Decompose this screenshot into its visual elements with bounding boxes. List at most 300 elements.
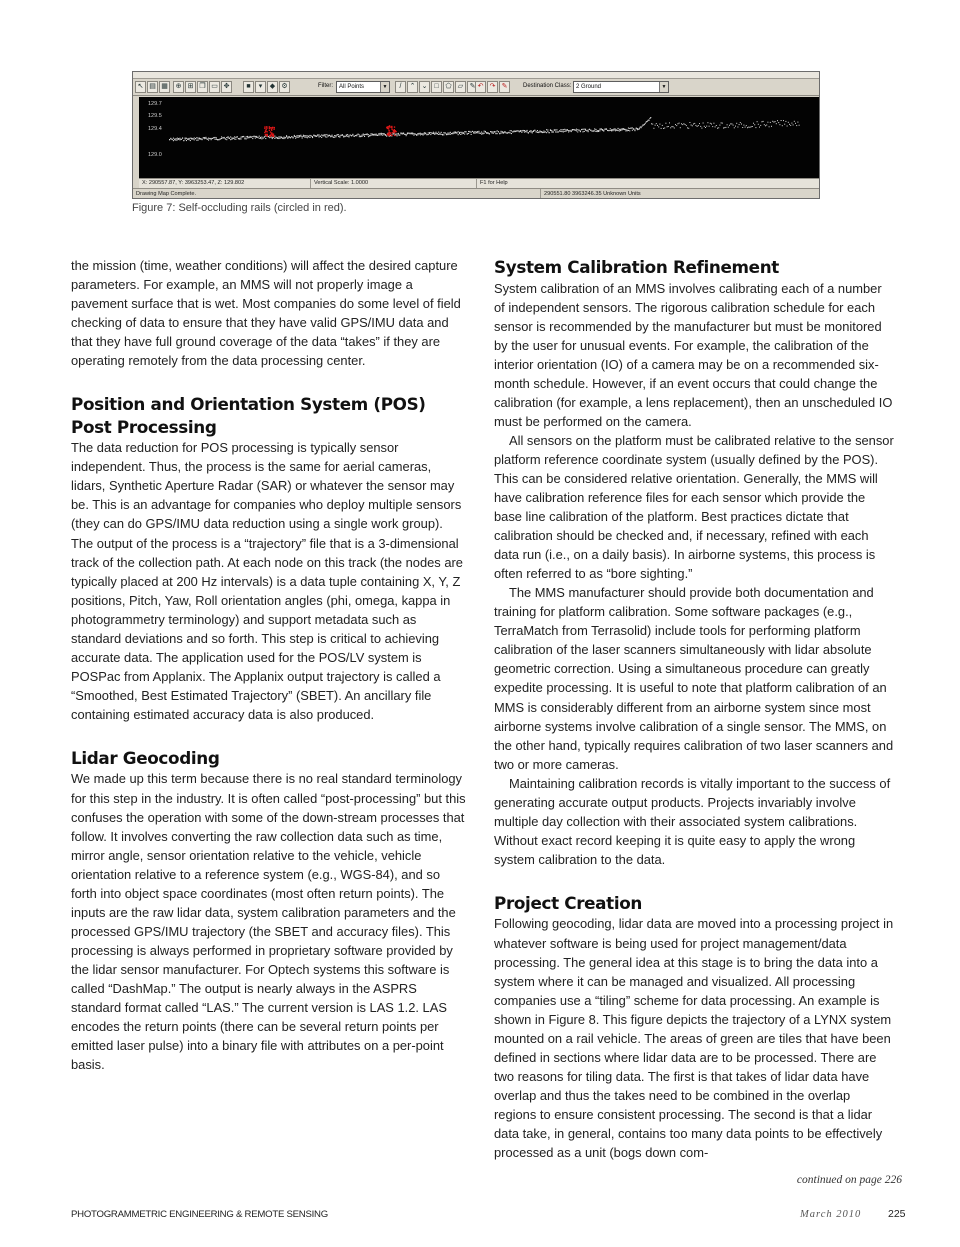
- point: [592, 131, 593, 132]
- point: [346, 135, 347, 136]
- point: [568, 130, 569, 131]
- grid-icon[interactable]: ▦: [159, 81, 170, 93]
- point: [247, 137, 248, 138]
- point: [764, 124, 765, 125]
- point: [230, 139, 231, 140]
- marker-point: [266, 134, 267, 135]
- point: [667, 126, 668, 127]
- point: [338, 134, 339, 135]
- pointer-icon[interactable]: ↖: [135, 81, 146, 93]
- tool-icon[interactable]: ◆: [267, 81, 278, 93]
- classify-below-icon[interactable]: ⌄: [419, 81, 430, 93]
- point: [306, 135, 307, 136]
- point: [757, 121, 758, 122]
- classify-brush-icon[interactable]: ✎: [467, 81, 478, 93]
- point: [484, 133, 485, 134]
- point: [789, 124, 790, 125]
- point: [721, 122, 722, 123]
- point: [335, 136, 336, 137]
- figure-toolbar: [133, 79, 819, 96]
- point: [421, 133, 422, 134]
- point: [501, 131, 502, 132]
- point: [530, 130, 531, 131]
- point: [361, 135, 362, 136]
- draw-icon[interactable]: ✎: [499, 81, 510, 93]
- point: [733, 125, 734, 126]
- point: [195, 138, 196, 139]
- point: [765, 125, 766, 126]
- point: [676, 125, 677, 126]
- destination-class-value: 2 Ground: [576, 84, 602, 90]
- point: [497, 130, 498, 131]
- point: [265, 136, 266, 137]
- marker-point: [274, 127, 275, 128]
- point: [416, 134, 417, 135]
- point: [550, 129, 551, 130]
- point: [621, 128, 622, 129]
- point: [784, 124, 785, 125]
- point: [675, 124, 676, 125]
- point: [352, 135, 353, 136]
- point: [265, 138, 266, 139]
- point: [294, 135, 295, 136]
- point: [363, 135, 364, 136]
- point: [295, 136, 296, 137]
- point: [185, 138, 186, 139]
- point: [450, 134, 451, 135]
- point: [338, 136, 339, 137]
- point: [615, 130, 616, 131]
- point: [745, 127, 746, 128]
- point: [433, 133, 434, 134]
- point: [716, 125, 717, 126]
- profile-plot-svg: [139, 97, 819, 178]
- point: [769, 126, 770, 127]
- point: [339, 137, 340, 138]
- point: [335, 135, 336, 136]
- point: [177, 138, 178, 139]
- point: [704, 126, 705, 127]
- point: [540, 131, 541, 132]
- profile-plot[interactable]: [139, 97, 819, 178]
- point: [724, 127, 725, 128]
- point: [174, 139, 175, 140]
- point: [269, 137, 270, 138]
- layers-icon[interactable]: ▤: [147, 81, 158, 93]
- classify-polygon-icon[interactable]: ⬠: [443, 81, 454, 93]
- point: [623, 128, 624, 129]
- point: [411, 133, 412, 134]
- point: [543, 131, 544, 132]
- point: [216, 139, 217, 140]
- marker-point: [266, 129, 267, 130]
- point: [202, 139, 203, 140]
- point: [514, 130, 515, 131]
- point: [312, 136, 313, 137]
- point: [511, 133, 512, 134]
- point: [272, 138, 273, 139]
- point: [795, 123, 796, 124]
- point: [319, 134, 320, 135]
- point: [248, 137, 249, 138]
- point: [651, 123, 652, 124]
- point: [521, 130, 522, 131]
- point: [694, 123, 695, 124]
- point: [287, 138, 288, 139]
- point: [547, 131, 548, 132]
- zoom-in-icon[interactable]: ⊕: [173, 81, 184, 93]
- destination-class-label: Destination Class:: [523, 83, 572, 89]
- point: [610, 130, 611, 131]
- point: [618, 130, 619, 131]
- point: [478, 131, 479, 132]
- point: [252, 138, 253, 139]
- point: [751, 126, 752, 127]
- toolbar-group-zoom: [173, 81, 232, 93]
- point: [407, 133, 408, 134]
- point: [736, 123, 737, 124]
- destination-class-select[interactable]: [573, 81, 669, 93]
- point: [521, 132, 522, 133]
- point: [183, 140, 184, 141]
- point: [476, 132, 477, 133]
- point: [442, 134, 443, 135]
- point: [590, 130, 591, 131]
- point: [179, 139, 180, 140]
- point: [436, 133, 437, 134]
- point: [637, 129, 638, 130]
- point: [230, 136, 231, 137]
- point: [454, 133, 455, 134]
- undo-icon[interactable]: ↶: [475, 81, 486, 93]
- point: [200, 138, 201, 139]
- calibration-paragraph-2: All sensors on the platform must be calibrated relative to the sensor platform reference coordinate system (usually defined by the POS). This can be considered relative orientation. Generally, the MMS will have calibration reference files for each sensor which provide the base line calibration of the platform. Best practices dictate that calibration should be checked and, if necessary, refined with each data run (i.e., on a daily basis). In airborne systems, this process is often referred to as “bore sighting.”: [494, 432, 894, 582]
- point: [510, 130, 511, 131]
- point: [186, 138, 187, 139]
- point: [298, 135, 299, 136]
- point: [629, 128, 630, 129]
- point: [296, 135, 297, 136]
- point: [321, 137, 322, 138]
- marker-point: [388, 128, 389, 129]
- point: [527, 130, 528, 131]
- point: [589, 129, 590, 130]
- point: [420, 133, 421, 134]
- point: [619, 129, 620, 130]
- point: [309, 135, 310, 136]
- point: [723, 128, 724, 129]
- point: [787, 126, 788, 127]
- point: [524, 132, 525, 133]
- point: [502, 131, 503, 132]
- filter-label: Filter:: [318, 83, 333, 89]
- point: [477, 131, 478, 132]
- point: [533, 131, 534, 132]
- point: [464, 134, 465, 135]
- point: [537, 132, 538, 133]
- classify-line-icon[interactable]: /: [395, 81, 406, 93]
- point: [330, 135, 331, 136]
- point: [777, 120, 778, 121]
- point: [408, 133, 409, 134]
- classify-above-icon[interactable]: ⌃: [407, 81, 418, 93]
- point: [359, 135, 360, 136]
- pan-icon[interactable]: ✥: [221, 81, 232, 93]
- y-tick-label: 129.0: [148, 152, 162, 158]
- point: [325, 134, 326, 135]
- point: [430, 132, 431, 133]
- chevron-down-icon: ▼: [380, 82, 389, 92]
- point: [652, 124, 653, 125]
- point: [302, 136, 303, 137]
- point: [460, 134, 461, 135]
- point: [563, 131, 564, 132]
- point: [783, 120, 784, 121]
- point: [173, 138, 174, 139]
- point: [707, 122, 708, 123]
- point: [584, 131, 585, 132]
- point: [571, 131, 572, 132]
- chevron-down-icon[interactable]: ▾: [255, 81, 266, 93]
- point: [380, 133, 381, 134]
- point: [436, 132, 437, 133]
- point: [231, 139, 232, 140]
- point: [670, 127, 671, 128]
- point: [471, 134, 472, 135]
- point: [564, 129, 565, 130]
- point: [760, 125, 761, 126]
- point: [290, 137, 291, 138]
- point: [255, 138, 256, 139]
- point: [601, 129, 602, 130]
- point: [560, 129, 561, 130]
- point: [192, 138, 193, 139]
- point: [464, 131, 465, 132]
- point: [417, 134, 418, 135]
- point: [250, 137, 251, 138]
- marker-point: [271, 129, 272, 130]
- point: [347, 134, 348, 135]
- point: [324, 134, 325, 135]
- point: [641, 126, 642, 127]
- marker-point: [394, 126, 395, 127]
- point: [699, 123, 700, 124]
- point: [607, 130, 608, 131]
- point: [605, 128, 606, 129]
- marker-point: [387, 126, 388, 127]
- point: [685, 124, 686, 125]
- marker-point: [391, 126, 392, 127]
- copy-icon[interactable]: ❐: [197, 81, 208, 93]
- filter-select[interactable]: [336, 81, 390, 93]
- point: [524, 130, 525, 131]
- cursor-position: X: 290557.87, Y: 3963253.47, Z: 129.802: [139, 179, 311, 188]
- point: [339, 136, 340, 137]
- point: [371, 133, 372, 134]
- point: [717, 128, 718, 129]
- point: [480, 133, 481, 134]
- point: [342, 134, 343, 135]
- point: [261, 138, 262, 139]
- point: [711, 124, 712, 125]
- point: [754, 124, 755, 125]
- point: [705, 127, 706, 128]
- point: [299, 135, 300, 136]
- point: [519, 131, 520, 132]
- point: [350, 135, 351, 136]
- filter-select-value: All Points: [339, 84, 365, 90]
- point: [203, 137, 204, 138]
- point: [462, 132, 463, 133]
- point: [549, 132, 550, 133]
- point: [294, 136, 295, 137]
- point: [481, 134, 482, 135]
- point: [525, 131, 526, 132]
- point: [650, 117, 651, 118]
- point: [655, 125, 656, 126]
- point: [252, 136, 253, 137]
- point: [257, 137, 258, 138]
- color-icon[interactable]: ■: [243, 81, 254, 93]
- point: [450, 132, 451, 133]
- point: [545, 131, 546, 132]
- point: [449, 134, 450, 135]
- point: [397, 135, 398, 136]
- point: [361, 136, 362, 137]
- point: [556, 129, 557, 130]
- point: [346, 134, 347, 135]
- redo-icon[interactable]: ↷: [487, 81, 498, 93]
- marker-point: [273, 129, 274, 130]
- point: [276, 137, 277, 138]
- point: [300, 135, 301, 136]
- classify-fence-icon[interactable]: ▱: [455, 81, 466, 93]
- point: [683, 123, 684, 124]
- point: [718, 127, 719, 128]
- point: [406, 135, 407, 136]
- point: [532, 132, 533, 133]
- point: [511, 130, 512, 131]
- point: [593, 130, 594, 131]
- point: [311, 136, 312, 137]
- point: [221, 136, 222, 137]
- rail-point-cloud: [169, 117, 800, 141]
- point: [594, 128, 595, 129]
- point: [439, 134, 440, 135]
- point: [286, 135, 287, 136]
- point: [317, 134, 318, 135]
- point: [794, 121, 795, 122]
- point: [560, 131, 561, 132]
- toolbar-group-view: [135, 81, 170, 93]
- point: [701, 128, 702, 129]
- point: [215, 137, 216, 138]
- point: [715, 126, 716, 127]
- point: [493, 131, 494, 132]
- point: [555, 129, 556, 130]
- point: [278, 138, 279, 139]
- point: [320, 136, 321, 137]
- toolbar-group-classify: [395, 81, 478, 93]
- zoom-window-icon[interactable]: ⊞: [185, 81, 196, 93]
- point: [304, 137, 305, 138]
- point: [374, 135, 375, 136]
- point: [679, 123, 680, 124]
- point: [213, 137, 214, 138]
- marker-point: [388, 135, 389, 136]
- point: [763, 121, 764, 122]
- point: [260, 138, 261, 139]
- marker-point: [269, 128, 270, 129]
- point: [256, 136, 257, 137]
- toolbar-group-undo: [475, 81, 510, 93]
- point: [748, 127, 749, 128]
- point: [194, 137, 195, 138]
- point: [429, 133, 430, 134]
- point: [459, 133, 460, 134]
- point: [691, 125, 692, 126]
- point: [367, 134, 368, 135]
- point: [459, 132, 460, 133]
- point: [332, 135, 333, 136]
- point: [277, 137, 278, 138]
- marker-point: [388, 130, 389, 131]
- point: [189, 139, 190, 140]
- point: [659, 124, 660, 125]
- point: [580, 131, 581, 132]
- point: [722, 123, 723, 124]
- paste-icon[interactable]: ▭: [209, 81, 220, 93]
- point: [348, 135, 349, 136]
- point: [772, 121, 773, 122]
- point: [376, 135, 377, 136]
- point: [734, 127, 735, 128]
- point: [611, 129, 612, 130]
- point: [546, 132, 547, 133]
- point: [378, 134, 379, 135]
- classify-box-icon[interactable]: □: [431, 81, 442, 93]
- point: [226, 139, 227, 140]
- point: [241, 137, 242, 138]
- point: [208, 140, 209, 141]
- point: [209, 138, 210, 139]
- point: [437, 133, 438, 134]
- point: [420, 134, 421, 135]
- heading-pos-post-processing: Position and Orientation System (POS) Post Processing: [71, 394, 426, 437]
- point: [386, 135, 387, 136]
- point: [373, 134, 374, 135]
- point: [588, 130, 589, 131]
- point: [280, 138, 281, 139]
- marker-point: [391, 129, 392, 130]
- settings-icon[interactable]: ⚙: [279, 81, 290, 93]
- point: [677, 123, 678, 124]
- point: [494, 131, 495, 132]
- point: [779, 124, 780, 125]
- point: [263, 137, 264, 138]
- point: [424, 132, 425, 133]
- point: [293, 137, 294, 138]
- point: [316, 136, 317, 137]
- point: [612, 130, 613, 131]
- point: [706, 126, 707, 127]
- point: [730, 123, 731, 124]
- point: [430, 134, 431, 135]
- point: [709, 126, 710, 127]
- marker-point: [265, 134, 266, 135]
- point: [753, 123, 754, 124]
- point: [586, 130, 587, 131]
